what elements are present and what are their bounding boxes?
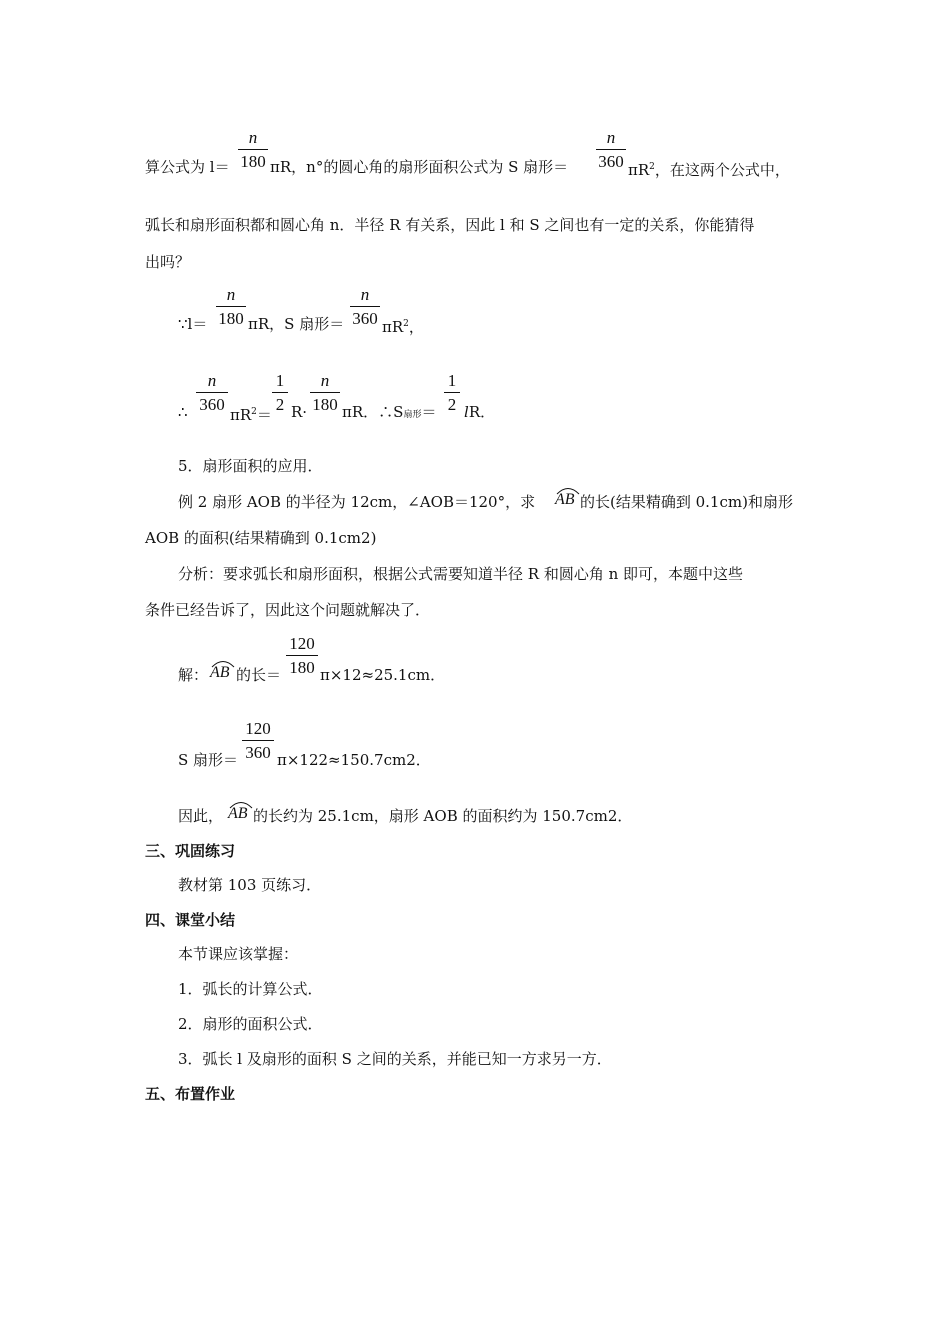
text: 解：	[178, 666, 209, 684]
fraction: n 180	[216, 285, 246, 329]
text: π×122≈150.7cm2．	[277, 751, 431, 769]
list-item: 3．弧长 l 及扇形的面积 S 之间的关系，并能已知一方求另一方．	[178, 1050, 612, 1068]
text: ∴	[178, 403, 188, 421]
text: 的长(结果精确到 0.1cm)和扇形	[580, 493, 793, 511]
text: $\pi R^2$，	[382, 318, 424, 336]
text: $\pi R^2=$	[230, 406, 272, 424]
arc-symbol: AB	[228, 805, 248, 823]
fraction: 1 2	[272, 371, 288, 415]
text: 算公式为 l＝	[145, 158, 230, 176]
fraction: n 360	[596, 128, 626, 172]
paragraph-line: 出吗？	[145, 253, 191, 271]
fraction: n 360	[196, 371, 228, 415]
fraction: 1 2	[444, 371, 460, 415]
section-heading: 五、布置作业	[145, 1085, 236, 1103]
paragraph-line: 教材第 103 页练习．	[178, 876, 322, 894]
text: ∵l＝	[178, 315, 208, 333]
text: πR，n°的圆心角的扇形面积公式为 S 扇形＝	[270, 158, 569, 176]
text: R·	[291, 403, 308, 421]
arc-symbol: AB	[555, 491, 575, 509]
text: π×12≈25.1cm．	[320, 666, 446, 684]
fraction: n 180	[310, 371, 340, 415]
list-item: 2．扇形的面积公式．	[178, 1015, 323, 1033]
text: 的长约为 25.1cm，扇形 AOB 的面积约为 150.7cm2．	[253, 807, 633, 825]
paragraph-line: 条件已经告诉了，因此这个问题就解决了．	[145, 601, 431, 619]
section-heading: 三、巩固练习	[145, 842, 236, 860]
fraction: n 360	[350, 285, 380, 329]
fraction: 120 360	[242, 719, 274, 763]
list-item: 5．扇形面积的应用．	[178, 457, 323, 475]
section-heading: 四、课堂小结	[145, 911, 236, 929]
text: lR．	[464, 403, 496, 421]
fraction: 120 180	[286, 634, 318, 678]
text: $\pi R^2$，在这两个公式中，	[628, 161, 790, 179]
text: S 扇形＝	[178, 751, 239, 769]
text: πR，S 扇形＝	[248, 315, 345, 333]
text: 因此，	[178, 807, 224, 825]
paragraph-line: 弧长和扇形面积都和圆心角 n．半径 R 有关系，因此 l 和 S 之间也有一定的关系，你能猜得	[145, 216, 755, 234]
paragraph-line: 本节课应该掌握：	[178, 945, 299, 963]
arc-symbol: AB	[210, 664, 230, 682]
fraction: n 180	[238, 128, 268, 172]
paragraph-line: AOB 的面积(结果精确到 0.1cm2)	[145, 529, 377, 547]
text: 的长＝	[236, 666, 282, 684]
paragraph-line: 分析：要求弧长和扇形面积，根据公式需要知道半径 R 和圆心角 n 即可，本题中这些	[178, 565, 744, 583]
text: πR．∴S扇形＝	[342, 403, 437, 421]
list-item: 1．弧长的计算公式．	[178, 980, 323, 998]
text: 例 2 扇形 AOB 的半径为 12cm，∠AOB＝120°，求	[178, 493, 536, 511]
